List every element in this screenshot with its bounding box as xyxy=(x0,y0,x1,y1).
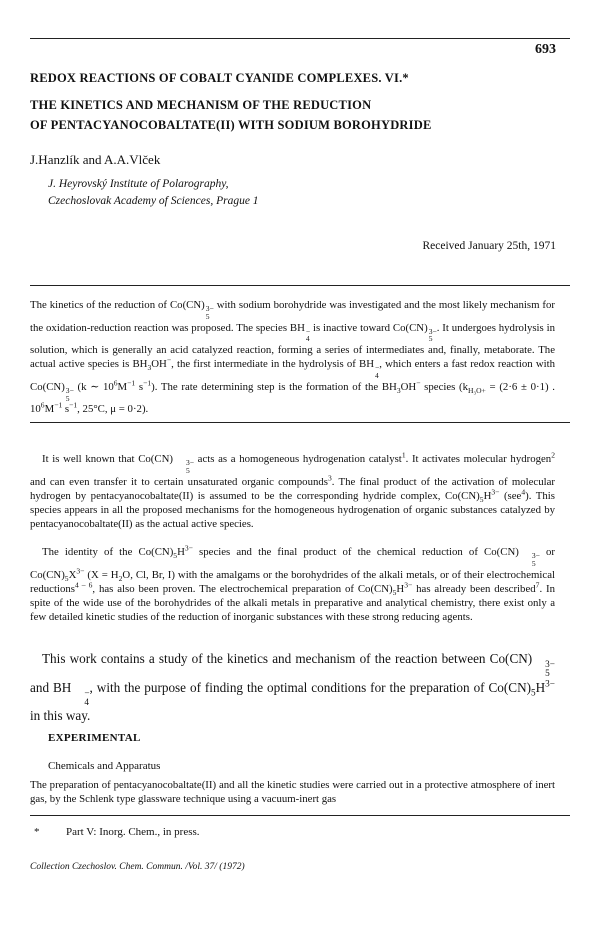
experimental-heading: EXPERIMENTAL xyxy=(48,732,141,744)
title-line-2: THE KINETICS AND MECHANISM OF THE REDUCTION xyxy=(30,98,372,112)
authors: J.Hanzlík and A.A.Vlček xyxy=(30,152,161,167)
purpose-paragraph: This work contains a study of the kinetics and mechanism of the reaction between Co(CN) 3− 5 and BH − 4 , with the purpose of finding the optimal conditions for the preparation of $Co(CN)_5H^{3-}$ in this way. xyxy=(30,651,555,724)
abstract-top-rule xyxy=(30,285,570,286)
chemicals-subheading: Chemicals and Apparatus xyxy=(48,760,161,772)
footnote-rule xyxy=(30,815,570,816)
journal-footer: Collection Czechoslov. Chem. Commun. /Vol. 37/ (1972) xyxy=(30,862,245,872)
footnote-text: Part V: Inorg. Chem., in press. xyxy=(66,826,200,838)
affiliation-line-2: Czechoslovak Academy of Sciences, Prague 1 xyxy=(48,195,259,207)
abstract: The kinetics of the reduction of Co(CN) 3− 5 with sodium borohydride was investigated and the most likely mechanism for the oxidation-reduction reaction was proposed. The species BH − 4 is inactive toward Co(CN) 3− 5 . It undergoes hydrolysis in solution, which is generally an acid catalyzed reaction, forming a series of intermediates and, finally, metaborate. The actual active species is $BH_3OH^-$, the first intermediate in the hydrolysis of BH − 4 , which enters a fast redox reaction with Co(CN) 3− 5 (k ∼ $10^6M^{-1}$ $s^{-1}$). The rate determining step is the formation of the $BH_3OH^-$ species ($k_{H_3O+} = (2\cdot 6 \pm 0\cdot 1)$ . $10^6M^{-1}$ $s^{-1}$, 25°C, μ = 0·2). xyxy=(30,299,556,416)
intro-paragraph-2: The identity of the $Co(CN)_5H^{3-}$ species and the final product of the chemical reduction of Co(CN) 3− 5 or $Co(CN)_5X^{3-}$ ($X = H_2O$, Cl, Br, I) with the amalgams or the borohydrides of the alkali metals, or of their electrochemical reductions$^{4 - 6}$, has also been proven. The electrochemical preparation of $Co(CN)_5H^{3-}$ has already been described$^7$. In spite of the wide use of the borohydrides of the alkali metals in preparative and analytical chemistry, there exist only a few detailed kinetic studies of the reduction of inorganic substances with these strong reducing agents. xyxy=(30,543,556,623)
page-number: 693 xyxy=(535,42,556,57)
experimental-paragraph: The preparation of pentacyanocobaltate(II) and all the kinetic studies were carried out in a protective atmosphere of inert gas, by the Schlenk type glassware technique using a vacuum-inert gas xyxy=(30,779,555,805)
footnote-marker: * xyxy=(34,826,40,838)
abstract-bottom-rule xyxy=(30,422,570,423)
affiliation-line-1: J. Heyrovský Institute of Polarography, xyxy=(48,178,229,190)
intro-paragraph-1: It is well known that Co(CN) 3− 5 acts as a homogeneous hydrogenation catalyst$^1$. It activates molecular hydrogen$^2$ and can even transfer it to certain unsaturated organic compounds$^3$. The final product of the activation of molecular hydrogen by pentacyanocobaltate(II) is assumed to be the corresponding hydride complex, $Co(CN)_5H^{3-}$ (see$^4$). This species appears in all the proposed mechanisms for the homogeneous hydrogenation of organic substances catalyzed by pentacyanocobaltate(II) as the actual active species. xyxy=(30,450,555,530)
title-line-1: REDOX REACTIONS OF COBALT CYANIDE COMPLEXES. VI.* xyxy=(30,71,409,85)
title-line-3: OF PENTACYANOCOBALTATE(II) WITH SODIUM BOROHYDRIDE xyxy=(30,118,432,132)
received-date: Received January 25th, 1971 xyxy=(422,240,556,252)
header-rule xyxy=(30,38,570,39)
